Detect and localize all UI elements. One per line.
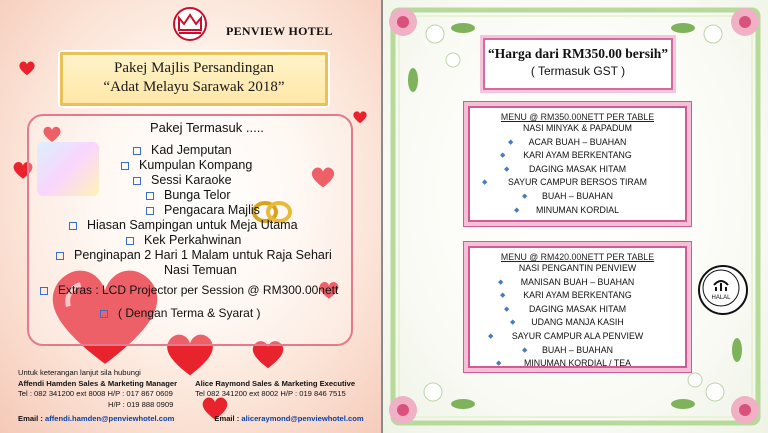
diamond-bullet-icon: ◆ — [500, 292, 506, 300]
diamond-bullet-icon: ◆ — [500, 152, 506, 160]
list-item: Hiasan Sampingan untuk Meja Utama — [69, 218, 298, 232]
bullet-icon — [40, 287, 48, 295]
bullet-icon — [126, 237, 134, 245]
menu-heading: MENU @ RM350.00NETT PER TABLE — [500, 112, 655, 122]
email-link-affendi[interactable]: affendi.hamden@penviewhotel.com — [45, 414, 175, 423]
email-link-alice[interactable]: aliceraymond@penviewhotel.com — [241, 414, 364, 423]
bullet-icon — [69, 222, 77, 230]
package-title: Pakej Majlis Persandingan — [114, 60, 274, 76]
menu-350 — [468, 106, 687, 222]
menu-item: ◆ ACAR BUAH – BUAHAN — [470, 136, 685, 150]
includes-title: Pakej Termasuk ..... — [150, 120, 264, 135]
gst-line: ( Termasuk GST ) — [530, 64, 626, 78]
diamond-bullet-icon: ◆ — [488, 332, 494, 340]
list-item: Nasi Temuan — [164, 263, 237, 277]
diamond-bullet-icon: ◆ — [482, 179, 488, 187]
diamond-bullet-icon: ◆ — [496, 360, 502, 368]
menu-item: ◆ MINUMAN KORDIAL — [470, 204, 685, 218]
list-item: Bunga Telor — [146, 188, 231, 202]
diamond-bullet-icon: ◆ — [522, 192, 528, 200]
diamond-bullet-icon: ◆ — [498, 278, 504, 286]
crown-logo-icon — [170, 6, 210, 42]
price-line: “Harga dari RM350.00 bersih” — [488, 46, 668, 61]
bullet-icon — [133, 177, 141, 185]
menu-item: ◆ SAYUR CAMPUR ALA PENVIEW — [470, 330, 685, 344]
list-item: Sessi Karaoke — [133, 173, 232, 187]
halal-logo-icon — [698, 265, 748, 315]
diamond-bullet-icon: ◆ — [504, 305, 510, 313]
list-item: Pengacara Majlis — [146, 203, 260, 217]
menu-item: ◆ BUAH – BUAHAN — [470, 344, 685, 358]
menu-420 — [468, 246, 687, 368]
list-item: Kad Jemputan — [133, 143, 232, 157]
contact-info: Untuk keterangan lanjut sila hubungi Affendi Hamden Sales & Marketing Manager Tel : 082 341200 ext 8008 H/P : 017 867 0609 H/P : 019 888 0909 Alice Raymond Sales & Marketing Executive Tel 082 341200 ext 8002 H/P : 019 846 7515 Email : affendi.hamden@penviewhotel.com Email : aliceraymond@penviewhotel.com — [18, 368, 364, 423]
menu-item: ◆ KARI AYAM BERKENTANG — [470, 289, 685, 303]
package-title-banner — [60, 52, 328, 106]
package-subtitle: “Adat Melayu Sarawak 2018” — [103, 79, 285, 95]
bullet-icon — [146, 207, 154, 215]
menu-item: ◆ BUAH – BUAHAN — [470, 190, 685, 204]
cupid-illustration — [37, 142, 99, 196]
menu-item: ◆ DAGING MASAK HITAM — [470, 163, 685, 177]
bullet-icon — [56, 252, 64, 260]
diamond-bullet-icon: ◆ — [504, 165, 510, 173]
list-item: Kumpulan Kompang — [121, 158, 252, 172]
bullet-icon — [146, 192, 154, 200]
menu-item: ◆ SAYUR CAMPUR BERSOS TIRAM — [470, 176, 685, 190]
diamond-bullet-icon: ◆ — [508, 138, 514, 146]
menu-heading: MENU @ RM420.00NETT PER TABLE — [500, 252, 655, 262]
list-item: Kek Perkahwinan — [126, 233, 241, 247]
price-banner — [483, 38, 673, 90]
menu-item: ◆ MINUMAN KORDIAL / TEA — [470, 357, 685, 371]
menu-item: ◆ MANISAN BUAH – BUAHAN — [470, 276, 685, 290]
menu-item: ◆ DAGING MASAK HITAM — [470, 303, 685, 317]
heart-decoration — [18, 60, 36, 76]
menu-item: ◆ UDANG MANJA KASIH — [470, 316, 685, 330]
bullet-icon — [133, 147, 141, 155]
menu-item: NASI PENGANTIN PENVIEW — [518, 263, 637, 273]
diamond-bullet-icon: ◆ — [514, 206, 520, 214]
extras-note: Extras : LCD Projector per Session @ RM300.00nett — [40, 283, 338, 297]
menu-item: ◆ KARI AYAM BERKENTANG — [470, 149, 685, 163]
diamond-bullet-icon: ◆ — [510, 319, 516, 327]
menu-flyer — [383, 0, 768, 433]
terms-note: ( Dengan Terma & Syarat ) — [100, 306, 261, 320]
bullet-icon — [100, 310, 108, 318]
hotel-name: PENVIEW HOTEL — [226, 24, 333, 38]
svg-text:HALAL: HALAL — [711, 295, 731, 301]
wedding-package-flyer — [0, 0, 382, 433]
bullet-icon — [121, 162, 129, 170]
menu-item: NASI MINYAK & PAPADUM — [522, 123, 632, 133]
list-item: Penginapan 2 Hari 1 Malam untuk Raja Sehari — [56, 248, 332, 262]
heart-decoration — [352, 110, 368, 124]
diamond-bullet-icon: ◆ — [522, 346, 528, 354]
